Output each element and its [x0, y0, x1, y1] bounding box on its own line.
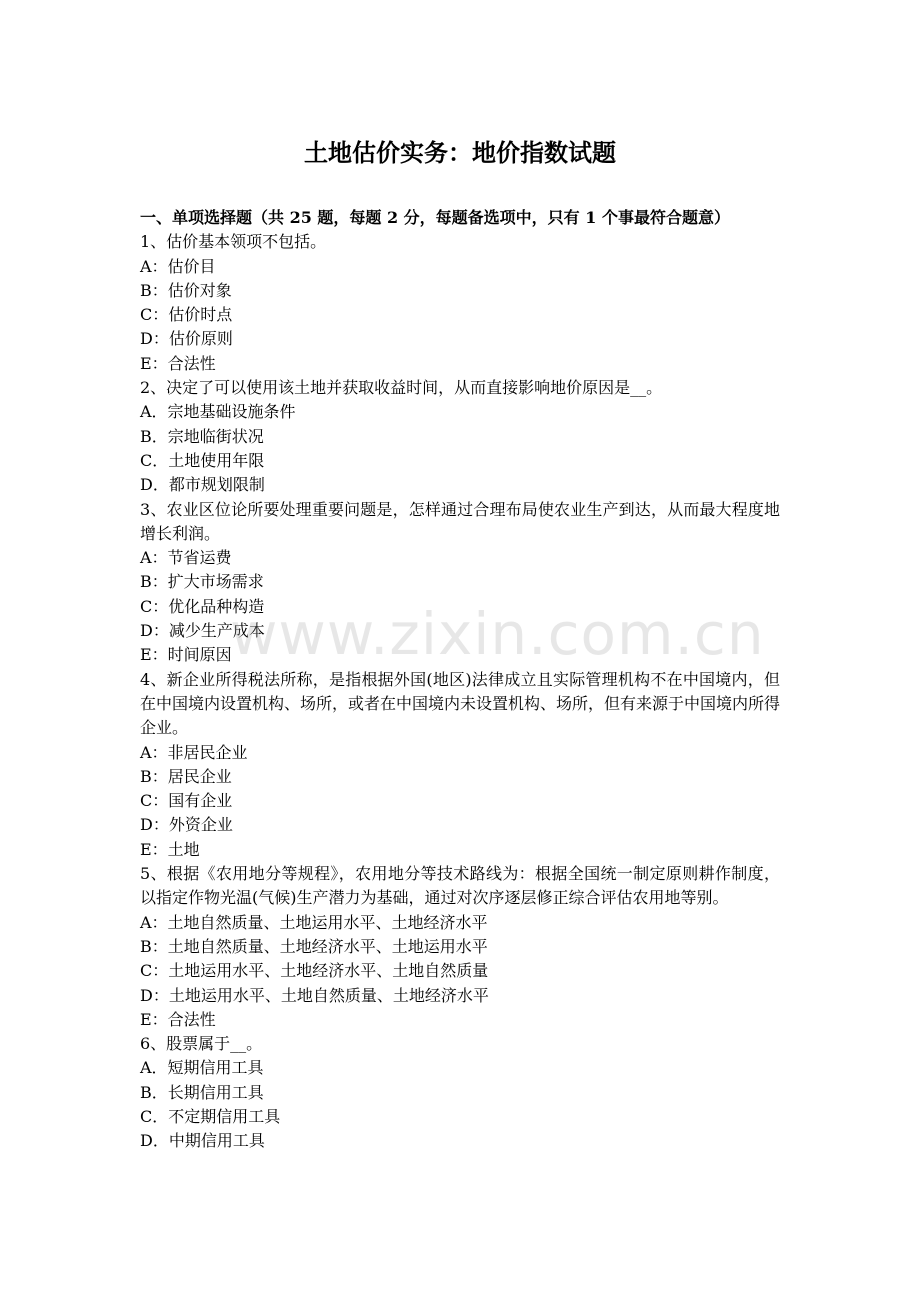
option-a: A：土地自然质量、土地运用水平、土地经济水平	[140, 912, 488, 932]
option-c: C．不定期信用工具	[140, 1106, 281, 1126]
question-text: 4、新企业所得税法所称，是指根据外国(地区)法律成立且实际管理机构不在中国境内，但在中国境内设置机构、场所，或者在中国境内未设置机构、场所，但有来源于中国境内所得企业。	[140, 669, 781, 738]
option-b: B：扩大市场需求	[140, 572, 264, 592]
question-text: 3、农业区位论所要处理重要问题是，怎样通过合理布局使农业生产到达，从而最大程度地增长利润。	[140, 499, 780, 543]
option-b: B：居民企业	[140, 766, 232, 786]
option-a: A：估价目	[140, 256, 216, 276]
option-a: A．短期信用工具	[140, 1058, 264, 1078]
option-d: D：土地运用水平、土地自然质量、土地经济水平	[140, 985, 489, 1005]
question-text: 2、决定了可以使用该土地并获取收益时间，从而直接影响地价原因是__。	[140, 378, 663, 398]
option-c: C：国有企业	[140, 791, 233, 811]
document-title: 土地估价实务：地价指数试题	[304, 139, 616, 167]
option-d: D：减少生产成本	[140, 621, 265, 641]
option-d: D：外资企业	[140, 815, 233, 835]
option-b: B：土地自然质量、土地经济水平、土地运用水平	[140, 936, 488, 956]
question-3	[140, 498, 780, 668]
option-b: B：估价对象	[140, 280, 232, 300]
watermark: www.zixin.com.cn	[230, 600, 765, 668]
option-e: E：合法性	[140, 1009, 216, 1029]
option-a: A．宗地基础设施条件	[140, 402, 296, 422]
option-e: E：合法性	[140, 353, 216, 373]
question-5	[140, 862, 780, 1032]
option-d: D：估价原则	[140, 329, 233, 349]
option-c: C：土地运用水平、土地经济水平、土地自然质量	[140, 961, 489, 981]
option-a: A：节省运费	[140, 548, 232, 568]
document-body	[140, 206, 780, 1154]
section-header: 一、单项选择题（共 25 题，每题 2 分，每题备选项中，只有 1 个事最符合题意）	[140, 208, 730, 227]
option-c: C：估价时点	[140, 305, 233, 325]
question-1	[140, 230, 780, 376]
question-4	[140, 668, 780, 862]
option-b: B．长期信用工具	[140, 1082, 264, 1102]
option-e: E：时间原因	[140, 645, 232, 665]
question-text: 6、股票属于__。	[140, 1034, 263, 1054]
question-text: 5、根据《农用地分等规程》，农用地分等技术路线为：根据全国统一制定原则耕作制度，以指定作物光温(气候)生产潜力为基础，通过对次序逐层修正综合评估农用地等别。	[140, 864, 780, 908]
question-2	[140, 376, 780, 497]
option-a: A：非居民企业	[140, 742, 248, 762]
option-c: C：优化品种构造	[140, 596, 265, 616]
option-e: E：土地	[140, 839, 200, 859]
option-d: D．中期信用工具	[140, 1131, 265, 1151]
question-6	[140, 1032, 780, 1153]
question-text: 1、估价基本领项不包括。	[140, 232, 327, 252]
option-d: D．都市规划限制	[140, 475, 265, 495]
option-c: C．土地使用年限	[140, 450, 265, 470]
option-b: B．宗地临街状况	[140, 426, 264, 446]
